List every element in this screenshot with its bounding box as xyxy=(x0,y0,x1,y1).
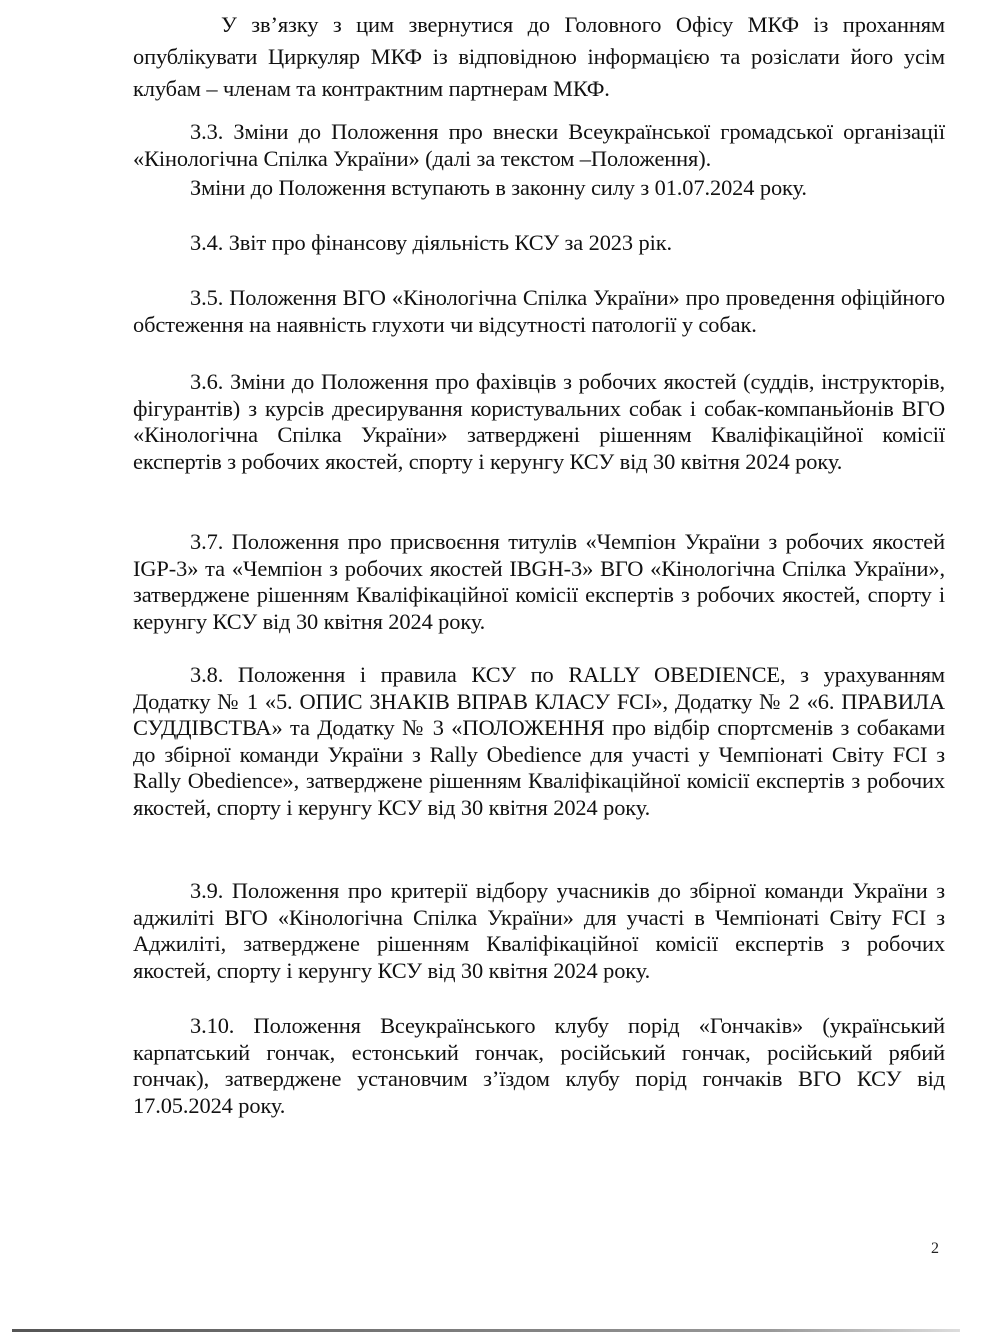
section-3-6 xyxy=(133,369,945,475)
section-3-9 xyxy=(133,878,945,984)
section-number: 3.5. xyxy=(190,285,224,310)
section-3-4 xyxy=(133,230,945,257)
section-number: 3.8. xyxy=(190,662,224,687)
section-text: Положення і правила КСУ по RALLY OBEDIENCE, з урахуванням Додатку № 1 «5. ОПИС ЗНАКІВ ВПРАВ КЛАСУ FCI», Додатку № 2 «6. ПРАВИЛА СУДДІВСТВА» та Додатку № 3 «ПОЛОЖЕННЯ про відбір спортсменів з собаками до збірної команди України з Rally Obedience для участі у Чемпіонаті Світу FCI з Rally Obedience», затверджене рішенням Кваліфікаційної комісії експертів з робочих якостей, спорту і керунгу КСУ від 30 квітня 2024 року. xyxy=(133,662,945,820)
section-text: Положення про присвоєння титулів «Чемпіон України з робочих якостей IGP-3» та «Чемпіон з робочих якостей IBGH-3» ВГО «Кінологічна Спілка України», затверджене рішенням Кваліфікаційної комісії експертів з робочих якостей, спорту і керунгу КСУ від 30 квітня 2024 року. xyxy=(133,529,945,634)
section-text: Зміни до Положення про внески Всеукраїнської громадської організації «Кінологічна Спілка України» (далі за текстом –Положення). xyxy=(133,119,945,171)
section-number: 3.10. xyxy=(190,1013,235,1038)
section-3-5 xyxy=(133,285,945,338)
section-number: 3.7. xyxy=(190,529,224,554)
section-number: 3.4. xyxy=(190,230,224,255)
section-3-3 xyxy=(133,119,945,203)
section-number: 3.6. xyxy=(190,369,224,394)
section-3-8 xyxy=(133,662,945,821)
scan-bottom-edge xyxy=(12,1329,960,1332)
section-text: Положення про критерії відбору учасників до збірної команди України з аджиліті ВГО «Кінологічна Спілка України» для участі в Чемпіонаті Світу FCI з Аджиліті, затверджене рішенням Кваліфікаційної комісії експертів з робочих якостей, спорту і керунгу КСУ від 30 квітня 2024 року. xyxy=(133,878,945,983)
intro-paragraph: У зв’язку з цим звернутися до Головного Офісу МКФ із проханням опублікувати Циркуляр МКФ із відповідною інформацією та розіслати його усім клубам – членам та контрактним партнерам МКФ. xyxy=(133,12,945,101)
section-3-10 xyxy=(133,1013,945,1119)
section-text: Положення Всеукраїнського клубу порід «Гончаків» (український карпатський гончак, естонський гончак, російський гончак, російський рябий гончак), затверджене установчим з’їздом клубу порід гончаків ВГО КСУ від 17.05.2024 року. xyxy=(133,1013,946,1118)
section-3-7 xyxy=(133,529,945,635)
section-note: Зміни до Положення вступають в законну силу з 01.07.2024 року. xyxy=(190,175,807,200)
page-number: 2 xyxy=(931,1240,939,1257)
section-number: 3.3. xyxy=(190,119,224,144)
section-text: Звіт про фінансову діяльність КСУ за 2023 рік. xyxy=(228,230,672,255)
section-text: Положення ВГО «Кінологічна Спілка України» про проведення офіційного обстеження на наявність глухоти чи відсутності патології у собак. xyxy=(133,285,945,337)
section-number: 3.9. xyxy=(190,878,224,903)
section-text: Зміни до Положення про фахівців з робочих якостей (суддів, інструкторів, фігурантів) з курсів дресирування користувальних собак і собак-компаньйонів ВГО «Кінологічна Спілка України» затверджені рішенням Кваліфікаційної комісії експертів з робочих якостей, спорту і керунгу КСУ від 30 квітня 2024 року. xyxy=(133,369,945,474)
